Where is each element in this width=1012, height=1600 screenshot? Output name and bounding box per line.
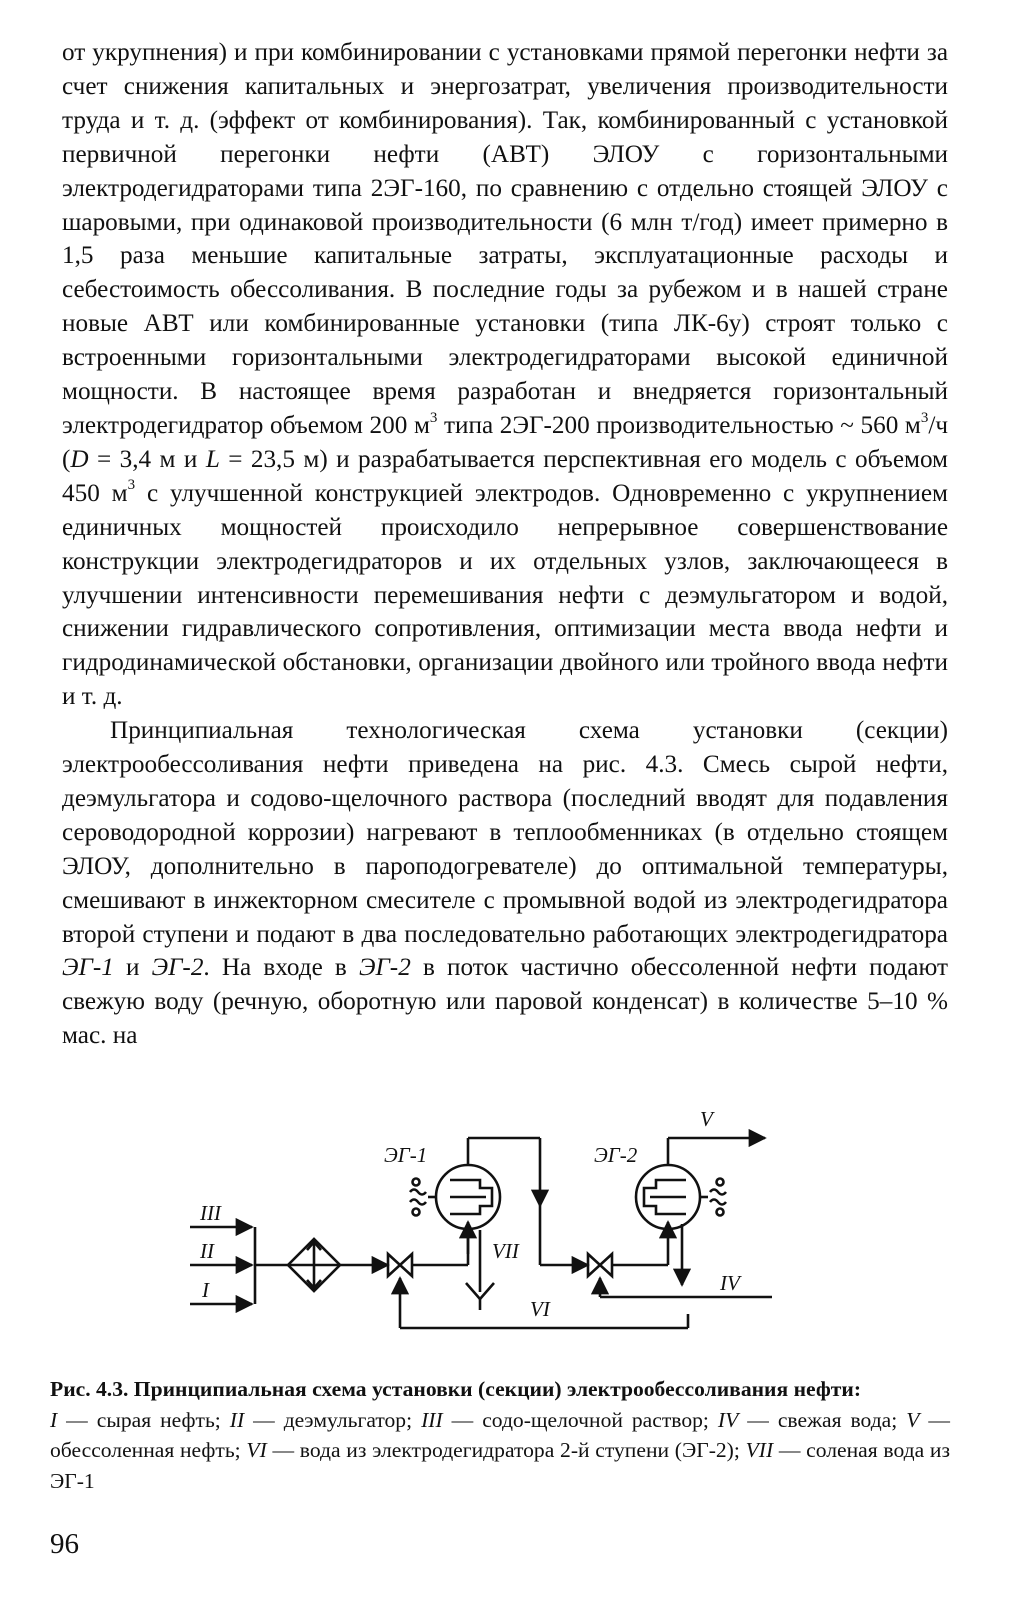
- variable-l: L: [205, 445, 220, 473]
- caption-item: — содо-щелочной раствор;: [442, 1407, 718, 1432]
- paragraph-1-text-b: типа 2ЭГ-200 производительностью ~ 560 м: [437, 411, 921, 439]
- eg1-ref: ЭГ-1: [62, 954, 114, 982]
- eg1-terminal-icon: [413, 1209, 420, 1216]
- paragraph-2-text-a: Принципиальная технологическая схема установки (секции) электрообессоливания нефти приведена на рис. 4.3. Смесь сырой нефти, деэмульгатора и содово-щелочного раствора (последний вводят для подавления сероводородной коррозии) нагревают в теплообменниках (в отдельно стоящем ЭЛОУ, дополнительно в пароподогревателе) до оптимальной температуры, смешивают в инжекторном смесителе с промывной водой из электродегидратора второй ступени и подают в два последовательно работающих электродегидратора: [62, 717, 948, 948]
- superscript: 3: [127, 477, 136, 494]
- paragraph-1-text-f: с улучшенной конструкцией электродов. Одновременно с укрупнением единичных мощностей происходило непрерывное совершенствование конструкции электродегидраторов и их отдельных узлов, заключающееся в улучшении интенсивности перемешивания нефти с деэмульгатором и водой, снижении гидравлического сопротивления, оптимизации места ввода нефти и гидродинамической обстановки, организации двойного или тройного ввода нефти и т. д.: [62, 479, 948, 711]
- caption-roman: VI: [246, 1438, 267, 1462]
- caption-item: — деэмульгатор;: [244, 1407, 422, 1432]
- caption-text: [50, 1374, 950, 1496]
- page-number: 96: [50, 1528, 79, 1560]
- diagram-svg: [180, 1102, 800, 1362]
- caption-title: Рис. 4.3. Принципиальная схема установки (секции) электрообессоливания нефти:: [50, 1377, 862, 1401]
- paragraph-1-text-e: = 23,5 м) и разрабатывается перспективная его модель с объемом 450 м: [62, 445, 949, 507]
- mixer-2-icon: [588, 1254, 612, 1276]
- variable-d: D: [70, 445, 89, 473]
- caption-roman: VII: [745, 1438, 774, 1462]
- eg1-terminal-icon: [413, 1179, 420, 1186]
- paragraph-2-text-c: в поток частично обессоленной нефти подают свежую воду (речную, оборотную или паровой конденсат) в количестве 5–10 % мас. на: [62, 954, 948, 1050]
- label-v: V: [700, 1107, 713, 1131]
- eg2-wave-icon: [710, 1200, 726, 1205]
- paragraph-2-text-b: . На входе в: [203, 954, 359, 982]
- eg2-terminal-icon: [717, 1179, 724, 1186]
- superscript: 3: [920, 409, 929, 426]
- caption-item: — свежая вода;: [738, 1407, 907, 1432]
- caption-roman: IV: [717, 1407, 739, 1432]
- diagram-lines: [190, 1138, 772, 1328]
- figure-caption: [50, 1374, 950, 1496]
- label-i: I: [202, 1278, 209, 1302]
- superscript: 3: [429, 409, 438, 426]
- paragraph-2-and: и: [113, 954, 152, 982]
- paragraph-1-text-a: от укрупнения) и при комбинировании с установками прямой перегонки нефти за счет снижения капитальных и энергозатрат, увеличения производительности труда и т. д. (эффект от комбинирования). Так, комбинированный с установкой первичной перегонки нефти (АВТ) ЭЛОУ с горизонтальными электродегидраторами типа 2ЭГ-160, по сравнению с отдельно стоящей ЭЛОУ с шаровыми, при одинаковой производительности (6 млн т/год) имеет примерно в 1,5 раза меньшие капитальные затраты, эксплуатационные расходы и себестоимость обессоливания. В последние годы за рубежом и в нашей стране новые АВТ или комбинированные установки (типа ЛК-6у) строят только с встроенными горизонтальными электродегидраторами высокой единичной мощности. В настоящее время разработан и внедряется горизонтальный электродегидратор объемом 200 м: [62, 39, 948, 439]
- caption-item: — обессоленная нефть;: [50, 1407, 950, 1462]
- paragraph-2: [62, 714, 948, 1053]
- label-vii: VII: [492, 1239, 519, 1263]
- label-eg1: ЭГ-1: [384, 1143, 428, 1167]
- body-text: [62, 36, 948, 1053]
- label-ii: II: [200, 1239, 214, 1263]
- caption-item: — соленая вода из ЭГ-1: [50, 1438, 950, 1493]
- eg2-ref: ЭГ-2: [358, 954, 411, 982]
- eg2-terminal-icon: [717, 1209, 724, 1216]
- caption-item: — сырая нефть;: [57, 1407, 230, 1432]
- eg1-wave-icon: [410, 1200, 426, 1205]
- eg2-wave-icon: [710, 1190, 726, 1195]
- eg1-wave-icon: [410, 1190, 426, 1195]
- label-iii: III: [200, 1201, 221, 1225]
- label-iv: IV: [720, 1271, 740, 1295]
- paragraph-1-text-d: = 3,4 м и: [88, 445, 206, 473]
- label-eg2: ЭГ-2: [594, 1143, 638, 1167]
- caption-roman: III: [421, 1407, 443, 1432]
- paragraph-1: [62, 36, 948, 714]
- caption-roman: I: [50, 1407, 58, 1432]
- caption-roman: II: [229, 1407, 245, 1432]
- mixer-1-icon: [388, 1254, 412, 1276]
- process-diagram: [180, 1102, 800, 1362]
- label-vi: VI: [530, 1297, 550, 1321]
- paragraph-1-text-c: /ч (: [62, 411, 949, 473]
- caption-roman: V: [906, 1407, 920, 1432]
- eg2-ref: ЭГ-2: [151, 954, 204, 982]
- caption-item: — вода из электродегидратора 2-й ступени (ЭГ-2);: [266, 1438, 746, 1462]
